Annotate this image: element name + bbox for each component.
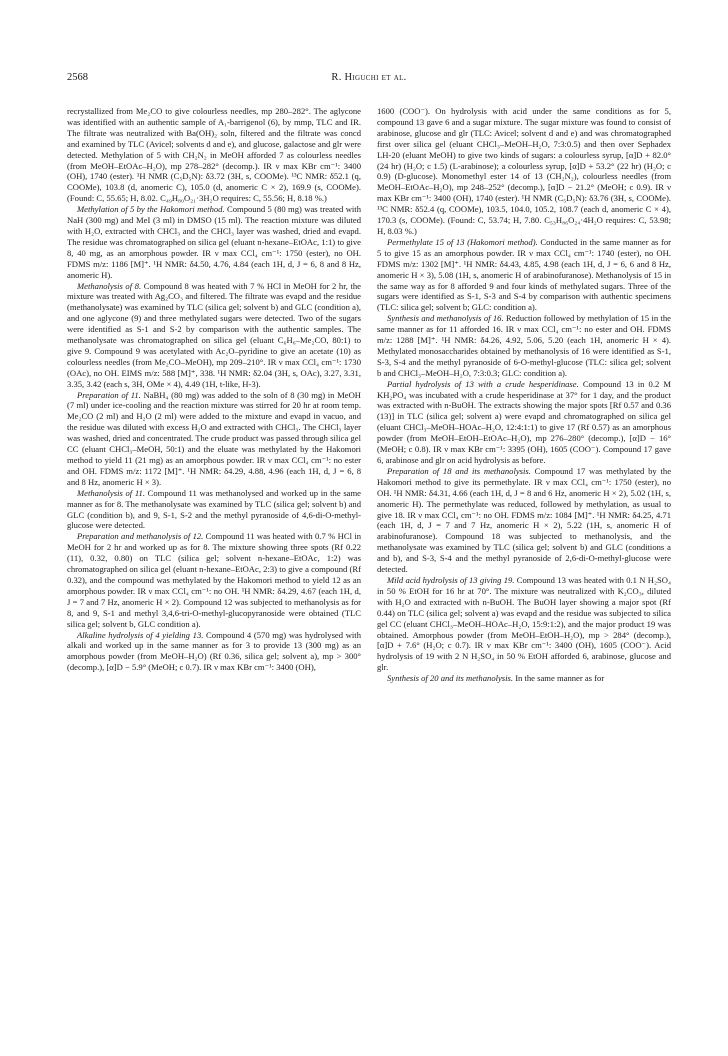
left-column bbox=[67, 106, 361, 673]
paragraph-heading: Preparation and methanolysis of 12. bbox=[77, 531, 204, 542]
paragraph-text: Compound 13 was heated with 0.1 N H₂SO₄ in 50 % EtOH for 16 hr at 70°. The mixture was neutralized with K₂CO₃, diluted with H₂O and extracted with n-BuOH. The BuOH layer showing a major spot (Rf 0.44) on TLC (silica gel; solvent a) was evapd and the residue was subjected to silica gel CC (eluant CHCl₃–MeOH–HOAc–H₂O, 15:9:1:2), and the major product 19 was obtained. Amorphous powder (from MeOH–EtOH–H₂O), mp > 284° (decomp.), [α]D + 7.6° (H₂O; c 0.7). IR ν max KBr cm⁻¹: 3400 (OH), 1605 (COO⁻). Acid hydrolysis of 19 with 2 N H₂SO₄ in 50 % EtOH afforded 6, arabinose, glucose and glr. bbox=[377, 574, 671, 673]
paragraph bbox=[67, 106, 361, 204]
paragraph bbox=[67, 488, 361, 532]
paragraph-text: Compound 11 was methanolysed and worked up in the same manner as for 8. The methanolysate was examined by TLC (silica gel; solvent b) and GLC (condition b), and 9, S-1, S-2 and the methyl pyranoside of 4,6-di-O-methyl-glucose were detected. bbox=[67, 487, 361, 531]
paragraph bbox=[377, 379, 671, 466]
paragraph-text: NaBH₄ (80 mg) was added to the soln of 8 (30 mg) in MeOH (7 ml) under ice-cooling and the reaction mixture was stirred for 20 hr at room temp. Me₂CO (2 ml) and H₂O (2 ml) were added to the mixture and evapd in vacuo, and the residue was diluted with excess H₂O and extracted with CHCl₃. The CHCl₃ layer was washed, dried and concentrated. The crude product was passed through silica gel CC (eluant CHCl₃–MeOH, 50:1) and the eluate was methylated by the Hakomori method to yield 11 (21 mg) as an amorphous powder. IR ν max CCl₄ cm⁻¹: no ester and OH. FDMS m/z: 1172 [M]⁺. ¹H NMR: δ4.29, 4.88, 4.96 (each 1H, d, J = 6, 8 and 8 Hz, anomeric H × 3). bbox=[67, 389, 362, 487]
right-column bbox=[377, 106, 671, 684]
paragraph-text: Compound 4 (570 mg) was hydrolysed with alkali and worked up in the same manner as for 3 to provide 13 (300 mg) as an amorphous powder (from MeOH–H₂O) (Rf 0.36, silica gel; solvent a), mp > 300° (decomp.), [α]D − 5.9° (MeOH; c 0.7). IR ν max KBr cm⁻¹: 3400 (OH), bbox=[67, 629, 361, 673]
paragraph bbox=[377, 673, 671, 684]
paragraph bbox=[67, 630, 361, 674]
page-number: 2568 bbox=[67, 72, 88, 83]
paragraph-heading: Synthesis and methanolysis of 16. bbox=[387, 313, 504, 324]
paragraph-text: Reduction followed by methylation of 15 in the same manner as for 11 afforded 16. IR ν max CCl₄ cm⁻¹: no ester and OH. FDMS m/z: 1288 [M]⁺. ¹H NMR: δ4.26, 4.92, 5.06, 5.20 (each 1H, anomeric H × 4). Methylated monosaccharides obtained by methanolysis of 16 were identified as S-1, S-3, S-4 and the methyl pyranoside of 6-O-methyl-glucose (TLC: silica gel; solvent b and CHCl₃–MeOH–H₂O, 7:3:0.3; GLC: condition a). bbox=[377, 313, 671, 378]
paragraph-text: 1600 (COO⁻). On hydrolysis with acid under the same conditions as for 5, compound 13 gave 6 and a sugar mixture. The sugar mixture was found to consist of arabinose, glucose and glr (TLC: Avicel; solvent d and e) and was chromatographed first over silica gel (eluant CHCl₃–MeOH–H₂O, 7:3:0.5) and then over Sephadex LH-20 (eluant MeOH) to give two kinds of sugars: a colourless syrup, [α]D + 82.0° (24 hr) (H₂O; c 1.5) (L-arabinose); a colourless syrup, [α]D + 53.2° (22 hr) (H₂O; c 0.9) (D-glucose). Monomethyl ester 14 of 13 (CH₂N₂), colourless needles (from MeOH–EtOAc–H₂O), mp 248–252° (decomp.), [α]D − 21.2° (MeOH; c 0.9). IR ν max KBr cm⁻¹: 3400 (OH), 1740 (ester). ¹H NMR (C₅D₅N): δ3.76 (3H, s, COOMe). ¹³C NMR: δ52.4 (q, COOMe), 103.5, 104.0, 105.2, 108.7 (each d, anomeric C × 4), 170.3 (s, COOMe). (Found: C, 53.74; H, 7.80. C₅₃H₈₆O₂₄·4H₂O requires: C, 53.98; H, 8.03 %.) bbox=[377, 106, 671, 236]
paragraph-text: Compound 8 was heated with 7 % HCl in MeOH for 2 hr, the mixture was treated with Ag₂CO₃ and filtered. The filtrate was evapd and the residue (methanolysate) was examined by TLC (silica gel; solvent b) and GLC (condition a), and one aglycone (9) and three methylated sugars were detected. Two of the sugars were identified as S-1 and S-2 by comparison with the authentic samples. The methanolysate was chromatographed on silica gel (eluant C₆H₆–Me₂CO, 80:1) to give 9. Compound 9 was acetylated with Ac₂O–pyridine to give an acetate (10) as colourless needles (from Me₂CO–MeOH), mp 209–210°. IR ν max CCl₄ cm⁻¹: 1730 (OAc), no OH. EIMS m/z: 588 [M]⁺, 338. ¹H NMR: δ2.04 (3H, s, OAc), 3.27, 3.31, 3.35, 3.42 (each s, 3H, OMe × 4), 4.49 (1H, t-like, H-3). bbox=[67, 280, 361, 389]
paragraph-heading: Mild acid hydrolysis of 13 giving 19. bbox=[387, 574, 515, 585]
paragraph bbox=[377, 237, 671, 313]
paragraph-text: Conducted in the same manner as for 5 to give 15 as an amorphous powder. IR ν max CCl₄ cm⁻¹: 1740 (ester), no OH. FDMS m/z: 1302 [M]⁺. ¹H NMR: δ4.43, 4.85, 4.98 (each 1H, d, J = 6, 6 and 8 Hz, anomeric H × 3), 5.08 (1H, s, anomeric H of arabinofuranose). Methanolysis of 15 in the same way as for 8 afforded 9 and four kinds of methylated sugars. Three of the sugars were identified as S-1, S-3 and S-4 by comparison with authentic specimens (TLC: silica gel; solvent b; GLC: condition a). bbox=[377, 236, 671, 313]
paragraph-heading: Methanolysis of 8. bbox=[77, 280, 142, 291]
paragraph-heading: Partial hydrolysis of 13 with a crude hesperidinase. bbox=[387, 378, 579, 389]
paragraph-heading: Preparation of 11. bbox=[77, 389, 141, 400]
paragraph-text: recrystallized from Me₂CO to give colourless needles, mp 280–282°. The aglycone was identified with an authentic sample of A₁-barrigenol (6), by mmp, TLC and IR. The filtrate was neutralized with Ba(OH)₂ soln, filtered and the filtrate was concd and examined by TLC (Avicel; solvents d and e), and glucose, galactose and glr were detected. Methylation of 5 with CH₂N₂ in MeOH afforded 7 as colourless needles (from MeOH–EtOAc–H₂O), mp 278–282° (decomp.). IR ν max KBr cm⁻¹: 3400 (OH), 1740 (ester). ¹H NMR (C₅D₅N): δ3.72 (3H, s, COOMe). ¹³C NMR: δ52.1 (q, COOMe), 103.8 (d, anomeric C), 105.0 (d, anomeric C × 2), 169.9 (s, COOMe). (Found: C, 55.65; H, 8.02. C₄₉H₈₀O₂₁·3H₂O requires: C, 55.56; H, 8.18 %.) bbox=[67, 106, 361, 204]
paragraph-text: In the same manner as for bbox=[513, 673, 605, 684]
paragraph bbox=[377, 313, 671, 378]
running-head: R. Higuchi et al. bbox=[331, 72, 407, 83]
paragraph-heading: Preparation of 18 and its methanolysis. bbox=[387, 465, 531, 476]
paragraph bbox=[377, 466, 671, 575]
paragraph bbox=[377, 106, 671, 237]
paragraph-text: Compound 13 in 0.2 M KH₂PO₄ was incubated with a crude hesperidinase at 37° for 1 day, and the product was extracted with n-BuOH. The extracts showing the major spots [Rf 0.57 and 0.36 (13)] in TLC (silica gel; solvent a) were evapd and chromatographed on silica gel (eluant CHCl₃–MeOH–HOAc–H₂O, 12:4:1:1) to give 17 (Rf 0.57) as an amorphous powder (from MeOH–EtOH–EtOAc–H₂O), mp 276–280° (decomp.), [α]D − 16° (MeOH; c 0.8). IR ν max KBr cm⁻¹: 3395 (OH), 1605 (COO⁻). Compound 17 gave 6, arabinose and glr on acid hydrolysis as before. bbox=[377, 378, 671, 465]
paragraph-heading: Alkaline hydrolysis of 4 yielding 13. bbox=[77, 629, 204, 640]
paragraph-heading: Methylation of 5 by the Hakomori method. bbox=[77, 204, 225, 215]
paragraph-heading: Synthesis of 20 and its methanolysis. bbox=[387, 673, 514, 684]
paragraph-heading: Methanolysis of 11. bbox=[77, 487, 145, 498]
paragraph bbox=[67, 390, 361, 488]
paragraph bbox=[377, 575, 671, 673]
paragraph-text: Compound 17 was methylated by the Hakomori method to give its permethylate. IR ν max CCl₄ cm⁻¹: 1750 (ester), no OH. ¹H NMR: δ4.31, 4.66 (each 1H, d, J = 8 and 6 Hz, anomeric H × 2), 5.02 (1H, s, anomeric H). The permethylate was reduced, followed by methylation, as usual to give 18. IR ν max CCl₄ cm⁻¹: no OH. FDMS m/z: 1084 [M]⁺. ¹H NMR: δ4.25, 4.71 (each 1H, d, J = 7 and 7 Hz, anomeric H × 2), 5.22 (1H, s, anomeric H of arabinofuranose). Compound 18 was subjected to methanolysis, and the methanolysate was examined by TLC (silica gel; solvent b) and GLC (conditions a and b), and S-3, S-4 and the methyl pyranoside of 2,6-di-O-methyl-glucose were detected. bbox=[377, 465, 672, 575]
page-header bbox=[67, 72, 671, 88]
paragraph bbox=[67, 204, 361, 280]
paragraph bbox=[67, 281, 361, 390]
paragraph-text: Compound 5 (80 mg) was treated with NaH (300 mg) and MeI (3 ml) in DMSO (15 ml). The reaction mixture was diluted with H₂O, extracted with CHCl₃ and the CHCl₃ layer was washed, dried and evapd. The residue was chromatographed on silica gel (eluant n-hexane–EtOAc, 1:1) to give 8, 40 mg, as an amorphous powder. IR ν max CCl₄ cm⁻¹: 1750 (ester), no OH. FDMS m/z: 1186 [M]⁺. ¹H NMR: δ4.50, 4.76, 4.84 (each 1H, d, J = 6, 8 and 8 Hz, anomeric H). bbox=[67, 204, 361, 280]
paragraph-text: Compound 11 was heated with 0.7 % HCl in MeOH for 2 hr and worked up as for 8. The mixture showing three spots (Rf 0.22 (11), 0.32, 0.80) on TLC (silica gel; solvent n-hexane–EtOAc, 1:2) was chromatographed on silica gel (eluant n-hexane–EtOAc, 2:3) to give a compound (Rf 0.32), and the compound was methylated by the Hakomori method to yield 12 as an amorphous powder. IR ν max CCl₄ cm⁻¹: no OH. ¹H NMR: δ4.29, 4.67 (each 1H, d, J = 7 and 7 Hz, anomeric H × 2). Compound 12 was subjected to methanolysis as for 8, and 9, S-1 and methyl 3,4,6-tri-O-methyl-glucopyranoside were obtained (TLC silica gel; solvent b, GLC condition a). bbox=[67, 531, 361, 629]
paragraph bbox=[67, 531, 361, 629]
paragraph-heading: Permethylate 15 of 13 (Hakomori method). bbox=[387, 236, 538, 247]
